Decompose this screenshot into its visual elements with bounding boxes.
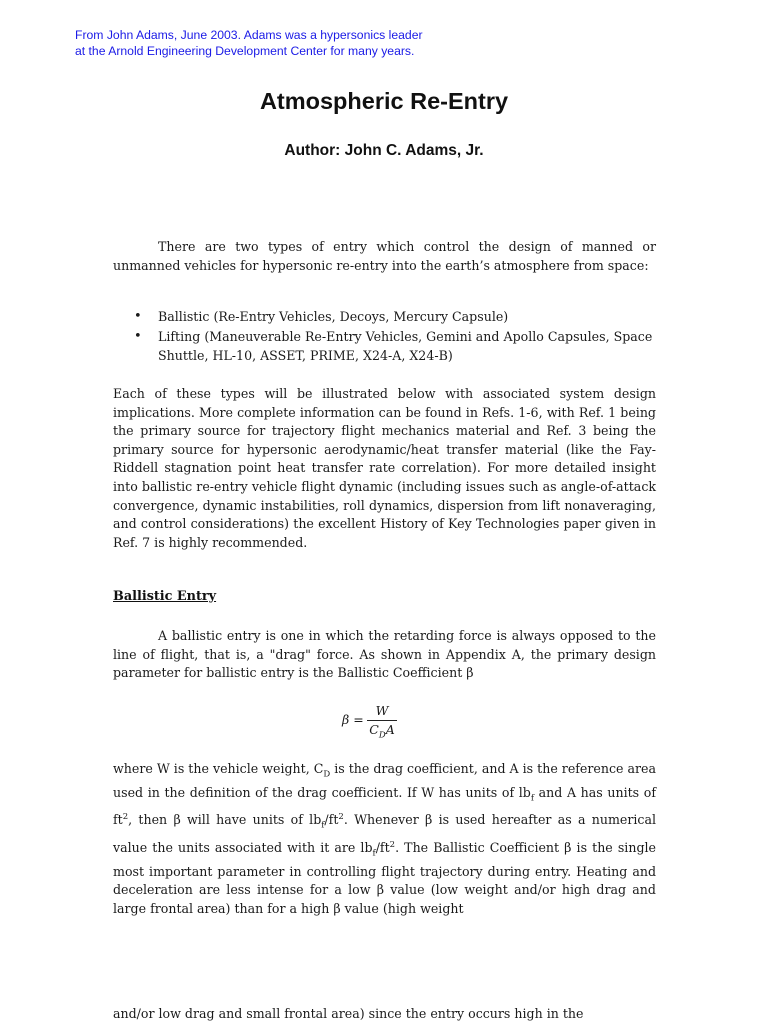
definition-paragraph [113,760,656,919]
section-heading: Ballistic Entry [113,589,217,604]
source-note [75,28,495,59]
formula-fraction [367,703,397,744]
text-run: . The Ballistic Coefficient β is the single most important parameter in controlling flight trajectory during entry. Heating and deceleration are less intense for a low β value (low weight and/or high drag and large frontal area) than for a high β value (high weight [113,839,656,916]
ballistic-paragraph: A ballistic entry is one in which the retarding force is always opposed to the line of flight, that is, a "drag" force. As shown in Appendix A, the primary design parameter for ballistic entry is the Ballistic Coefficient β [113,628,656,681]
document-title: Atmospheric Re-Entry [259,88,509,114]
superscript: 2 [122,812,129,823]
author-line: Author: John C. Adams, Jr. [284,142,484,159]
subscript: f [372,848,376,859]
formula-denominator [367,722,397,744]
text-run: /ft [375,839,390,855]
continuation-paragraph: and/or low drag and small frontal area) since the entry occurs high in the [113,1006,584,1021]
text-run: and A has units of ft [113,785,657,828]
ballistic-coefficient-formula [342,703,402,743]
list-item [113,327,656,366]
denominator-a: A [385,722,395,737]
denominator-c: C [369,722,379,737]
text-run: is the drag coefficient, and A is the reference area used in the definition of the drag coefficient. If W has units of lb [113,761,656,801]
source-note-line-2: at the Arnold Engineering Development Center for many years. [75,43,415,58]
intro-paragraph: There are two types of entry which control the design of manned or unmanned vehicles for hypersonic re-entry into the earth’s atmosphere from space: [113,239,656,273]
denominator-subscript: D [378,730,386,741]
text-run: /ft [324,812,339,828]
list-item [113,307,656,327]
formula-lhs: β = [342,712,364,727]
entry-types-list [113,307,656,366]
list-item-text: Lifting (Maneuverable Re-Entry Vehicles, Gemini and Apollo Capsules, Space Shuttle, HL-10, ASSET, PRIME, X24-A, X24-B) [158,328,653,363]
text-run: , then β will have units of lb [128,812,322,828]
text-run: where W is the vehicle weight, C [113,761,324,776]
subscript: f [321,820,325,831]
subscript: f [530,793,535,804]
fraction-bar [367,720,397,721]
superscript: 2 [338,812,344,823]
overview-paragraph: Each of these types will be illustrated below with associated system design implications. More complete information can be found in Refs. 1-6, with Ref. 1 being the primary source for trajectory flight mechanics material and Ref. 3 being the primary source for hypersonic aerodynamic/heat transfer material (like the Fay-Riddell stagnation point heat transfer rate correlation). For more detailed insight into ballistic re-entry vehicle flight dynamic (including issues such as angle-of-attack convergence, dynamic instabilities, roll dynamics, dispersion from lift nonaveraging, and control considerations) the excellent History of Key Technologies paper given in Ref. 7 is highly recommended. [113,386,656,550]
list-item-text: Ballistic (Re-Entry Vehicles, Decoys, Mercury Capsule) [158,309,509,324]
formula-numerator: W [375,703,389,718]
source-note-line-1: From John Adams, June 2003. Adams was a hypersonics leader [75,28,423,42]
text-run: . Whenever β is used hereafter as a numerical value the units associated with it are lb [113,812,657,855]
superscript: 2 [389,839,396,850]
bullet-icon: • [134,328,142,344]
bullet-icon: • [134,309,142,324]
subscript: D [323,769,331,780]
